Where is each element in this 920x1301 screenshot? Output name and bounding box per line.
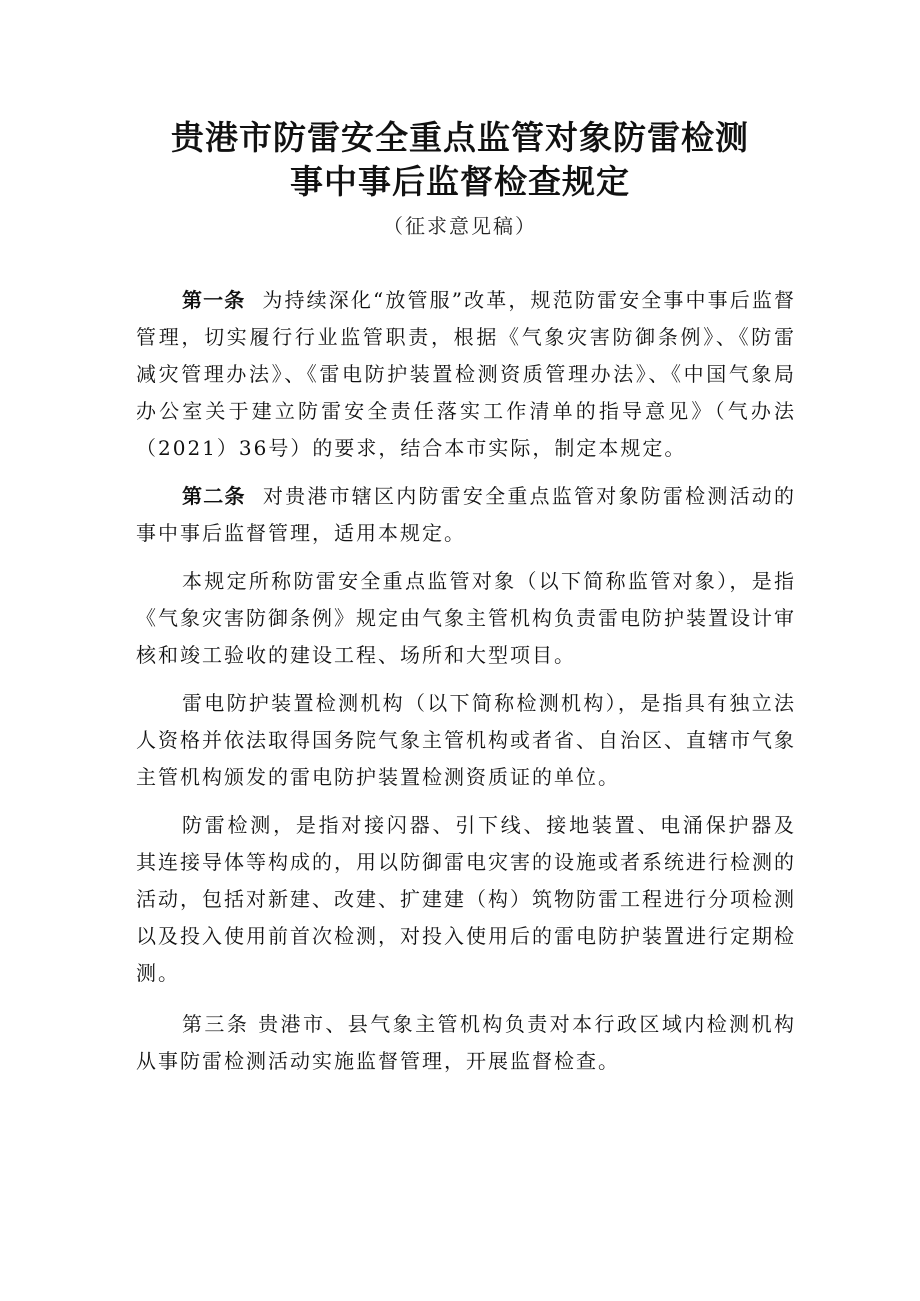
article-2-paragraph xyxy=(136,478,796,552)
article-heading: 第一条 xyxy=(182,288,246,312)
document-title-line-2: 事中事后监督检查规定 xyxy=(290,162,630,201)
article-text: 对贵港市辖区内防雷安全重点监管对象防雷检测活动的事中事后监督管理，适用本规定。 xyxy=(136,484,797,545)
document-subtitle: （征求意见稿） xyxy=(383,214,537,238)
article-3-paragraph xyxy=(136,1006,796,1080)
paragraph-text: 防雷检测，是指对接闪器、引下线、接地装置、电涌保护器及其连接导体等构成的，用以防御雷电灾害的设施或者系统进行检测的活动，包括对新建、改建、扩建建（构）筑物防雷工程进行分项检测以及投入使用前首次检测，对投入使用后的雷电防护装置进行定期检测。 xyxy=(136,813,796,985)
document-title-line-1: 贵港市防雷安全重点监管对象防雷检测 xyxy=(171,118,749,157)
definition-paragraph-lightning-testing xyxy=(136,807,796,992)
definition-paragraph-testing-agency xyxy=(136,685,796,796)
article-heading: 第二条 xyxy=(182,484,246,508)
definition-paragraph-supervised-objects xyxy=(136,563,796,674)
document-body xyxy=(136,282,796,1080)
paragraph-text: 第三条 贵港市、县气象主管机构负责对本行政区域内检测机构从事防雷检测活动实施监督管理，开展监督检查。 xyxy=(136,1012,796,1073)
paragraph-text: 雷电防护装置检测机构（以下简称检测机构），是指具有独立法人资格并依法取得国务院气象主管机构或者省、自治区、直辖市气象主管机构颁发的雷电防护装置检测资质证的单位。 xyxy=(136,691,796,789)
article-text: 为持续深化“放管服”改革，规范防雷安全事中事后监督管理，切实履行行业监管职责，根据《气象灾害防御条例》、《防雷减灾管理办法》、《雷电防护装置检测资质管理办法》、《中国气象局办公室关于建立防雷安全责任落实工作清单的指导意见》（气办法（2021）36号）的要求，结合本市实际，制定本规定。 xyxy=(136,288,797,460)
article-1-paragraph xyxy=(136,282,796,467)
paragraph-text: 本规定所称防雷安全重点监管对象（以下简称监管对象），是指《气象灾害防御条例》规定由气象主管机构负责雷电防护装置设计审核和竣工验收的建设工程、场所和大型项目。 xyxy=(136,569,796,667)
